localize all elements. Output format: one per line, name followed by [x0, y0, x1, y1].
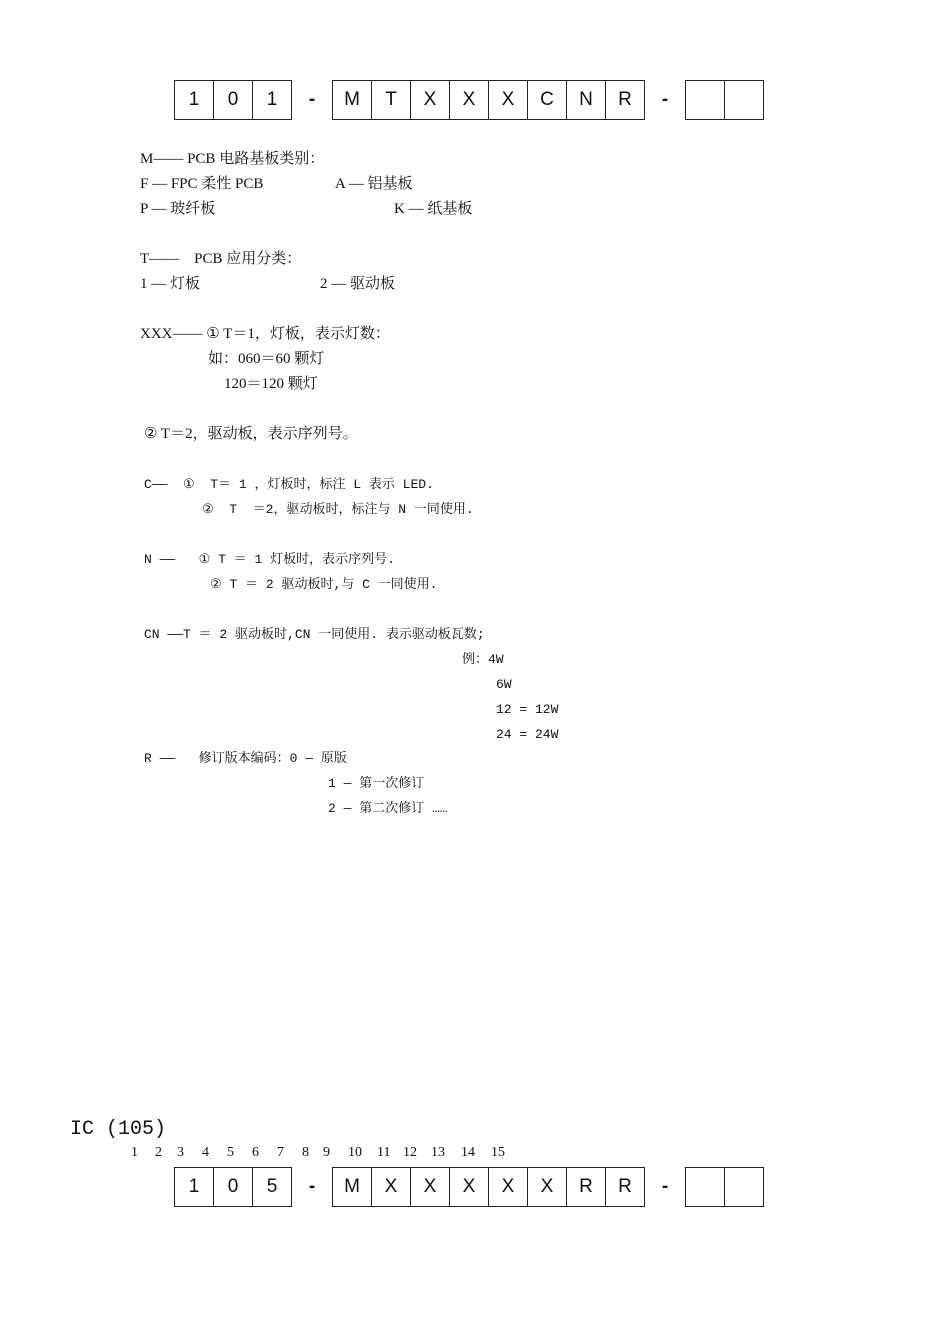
code-box-101 — [174, 80, 764, 120]
m-title: M—— PCB 电路基板类别： — [140, 151, 325, 167]
position-index: 7 — [277, 1145, 284, 1160]
ic-heading: IC (105) — [70, 1118, 167, 1141]
cn-example-2: 6W — [496, 677, 512, 692]
code-dash: - — [308, 1176, 316, 1197]
code-cell: T — [371, 80, 411, 120]
code-cell: M — [332, 80, 372, 120]
code-cell: X — [449, 80, 489, 120]
cn-example-4: 24 = 24W — [496, 727, 559, 742]
code-cell: X — [449, 1167, 489, 1207]
code-cell: X — [488, 1167, 528, 1207]
code-cell-empty — [724, 80, 764, 120]
code-cell-empty — [685, 80, 725, 120]
t-option-1: 1 — 灯板 — [140, 276, 201, 292]
code-cell: 1 — [252, 80, 292, 120]
r-option-2: 2 — 第二次修订 …… — [328, 801, 448, 816]
position-index: 3 — [177, 1145, 184, 1160]
code-cell: X — [410, 80, 450, 120]
t-title: T—— PCB 应用分类： — [140, 251, 302, 267]
r-description: R —— 修订版本编码：0 — 原版 — [144, 751, 347, 766]
code-cell: C — [527, 80, 567, 120]
code-dash: - — [661, 1176, 669, 1197]
code-suffix-group — [686, 80, 764, 120]
code-cell: R — [605, 80, 645, 120]
code-cell: M — [332, 1167, 372, 1207]
code-middle-group — [333, 80, 645, 120]
code-cell: 0 — [213, 1167, 253, 1207]
m-option-k: K — 纸基板 — [394, 201, 473, 217]
cn-description: CN ——T ＝ 2 驱动板时,CN 一同使用. 表示驱动板瓦数; — [144, 627, 485, 642]
code-cell: X — [371, 1167, 411, 1207]
xxx-example-1: 如：060＝60 颗灯 — [208, 351, 325, 367]
position-index: 9 — [323, 1145, 330, 1160]
c-case-2: ② T ＝2，驱动板时，标注与 N 一同使用. — [202, 502, 474, 517]
cn-example-1: 例：4W — [462, 652, 504, 667]
xxx-case-2: ② T＝2，驱动板，表示序列号。 — [144, 426, 358, 442]
m-option-f: F — FPC 柔性 PCB — [140, 176, 264, 192]
position-index: 6 — [252, 1145, 259, 1160]
code-box-105 — [174, 1167, 764, 1207]
position-index: 2 — [155, 1145, 162, 1160]
xxx-title: XXX—— ① T＝1，灯板，表示灯数： — [140, 326, 390, 342]
n-case-1: N —— ① T ＝ 1 灯板时，表示序列号. — [144, 552, 395, 567]
code-cell: X — [527, 1167, 567, 1207]
code-cell: R — [566, 1167, 606, 1207]
code-prefix-group — [175, 80, 292, 120]
position-index: 15 — [491, 1145, 505, 1160]
code-cell: 1 — [174, 1167, 214, 1207]
code-suffix-group — [686, 1167, 764, 1207]
code-prefix-group — [175, 1167, 292, 1207]
code-cell: 5 — [252, 1167, 292, 1207]
xxx-example-2: 120＝120 颗灯 — [224, 376, 318, 392]
code-cell: 0 — [213, 80, 253, 120]
code-cell-empty — [685, 1167, 725, 1207]
t-option-2: 2 — 驱动板 — [320, 276, 396, 292]
code-cell: N — [566, 80, 606, 120]
position-index: 5 — [227, 1145, 234, 1160]
position-index: 10 — [348, 1145, 362, 1160]
position-index: 8 — [302, 1145, 309, 1160]
code-cell: 1 — [174, 80, 214, 120]
c-case-1: C—— ① T＝ 1 ，灯板时，标注 L 表示 LED. — [144, 477, 434, 492]
position-index: 1 — [131, 1145, 138, 1160]
code-cell-empty — [724, 1167, 764, 1207]
position-index: 14 — [461, 1145, 475, 1160]
position-index: 13 — [431, 1145, 445, 1160]
code-dash: - — [308, 89, 316, 110]
code-middle-group — [333, 1167, 645, 1207]
m-option-a: A — 铝基板 — [335, 176, 413, 192]
position-index: 4 — [202, 1145, 209, 1160]
cn-example-3: 12 = 12W — [496, 702, 559, 717]
r-option-1: 1 — 第一次修订 — [328, 776, 425, 791]
code-cell: X — [488, 80, 528, 120]
code-cell: R — [605, 1167, 645, 1207]
position-index: 12 — [403, 1145, 417, 1160]
position-index: 11 — [377, 1145, 391, 1160]
m-option-p: P — 玻纤板 — [140, 201, 216, 217]
n-case-2: ② T ＝ 2 驱动板时,与 C 一同使用. — [210, 577, 438, 592]
code-cell: X — [410, 1167, 450, 1207]
code-dash: - — [661, 89, 669, 110]
